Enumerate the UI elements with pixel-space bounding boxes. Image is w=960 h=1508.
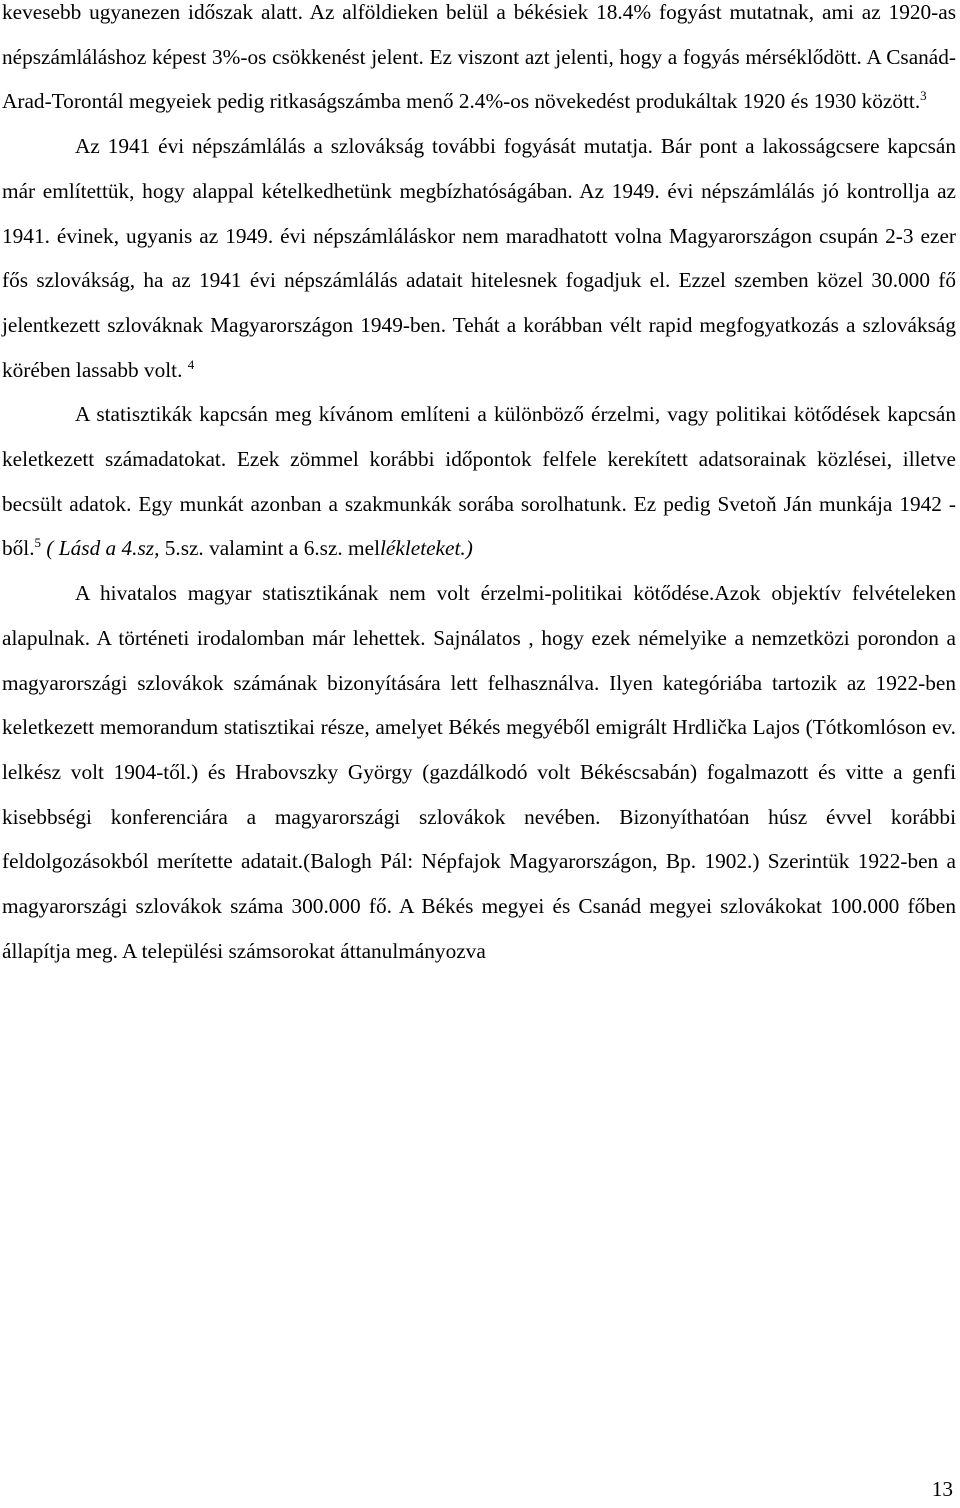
text-segment: 5.sz. valamint a 6.sz. mel xyxy=(159,536,380,561)
footnote-reference: 3 xyxy=(920,88,927,104)
text-segment: ( Lásd a 4.sz, xyxy=(46,536,160,561)
page-number: 13 xyxy=(931,1477,953,1501)
text-segment: Az 1941 évi népszámlálás a szlovákság további fogyását mutatja. Bár pont a lakosságcsere kapcsán már említettük, hogy alappal kételkedhetünk megbízhatóságában. Az 1949. évi népszámlálás jó kontrollja az 1941. évinek, ugyanis az 1949. évi népszámláláskor nem maradhatott volna Magyarországon csupán 2-3 ezer fős szlovákság, ha az 1941 évi népszámlálás adatait hitelesnek fogadjuk el. Ezzel szemben közel 30.000 fő jelentkezett szlováknak Magyarországon 1949-ben. Tehát a korábban vélt rapid megfogyatkozás a szlovákság körében lassabb volt. xyxy=(2,134,956,382)
body-text xyxy=(2,0,956,973)
text-segment: kevesebb ugyanezen időszak alatt. Az alföldieken belül a békésiek 18.4% fogyást mutatnak, ami az 1920-as népszámláláshoz képest 3%-os csökkenést jelent. Ez viszont azt jelenti, hogy a fogyás mérséklődött. A Csanád-Arad-Torontál megyeiek pedig ritkaságszámba menő 2.4%-os növekedést produkáltak 1920 és 1930 között. xyxy=(2,0,956,114)
text-segment: lékleteket.) xyxy=(380,536,473,561)
footnote-reference: 5 xyxy=(34,535,42,551)
text-segment: A statisztikák kapcsán meg kívánom említeni a különböző érzelmi, vagy politikai kötődések kapcsán keletkezett számadatokat. Ezek zömmel korábbi időpontok felfele kerekített adatsorainak közlései, illetve becsült adatok. Egy munkát azonban a szakmunkák sorába sorolhatunk. Ez pedig Svetoň Ján munkája 1942 -ből. xyxy=(2,402,956,561)
paragraph xyxy=(2,571,956,973)
paragraph xyxy=(2,392,956,571)
paragraph xyxy=(2,0,956,124)
text-segment: A hivatalos magyar statisztikának nem volt érzelmi-politikai kötődése.Azok objektív felvételeken alapulnak. A történeti irodalomban már lehettek. Sajnálatos , hogy ezek némelyike a nemzetközi porondon a magyarországi szlovákok számának bizonyítására lett felhasználva. Ilyen kategóriába tartozik az 1922-ben keletkezett memorandum statisztikai része, amelyet Békés megyéből emigrált Hrdlička Lajos (Tótkomlóson ev. lelkész volt 1904-től.) és Hrabovszky György (gazdálkodó volt Békéscsabán) fogalmazott és vitte a genfi kisebbségi konferenciára a magyarországi szlovákok nevében. Bizonyíthatóan húsz évvel korábbi feldolgozásokból merítette adatait.(Balogh Pál: Népfajok Magyarországon, Bp. 1902.) Szerintük 1922-ben a magyarországi szlovákok száma 300.000 fő. A Békés megyei és Csanád megyei szlovákokat 100.000 főben állapítja meg. A települési számsorokat áttanulmányozva xyxy=(2,581,956,963)
footnote-reference: 4 xyxy=(187,356,195,372)
paragraph xyxy=(2,124,956,392)
